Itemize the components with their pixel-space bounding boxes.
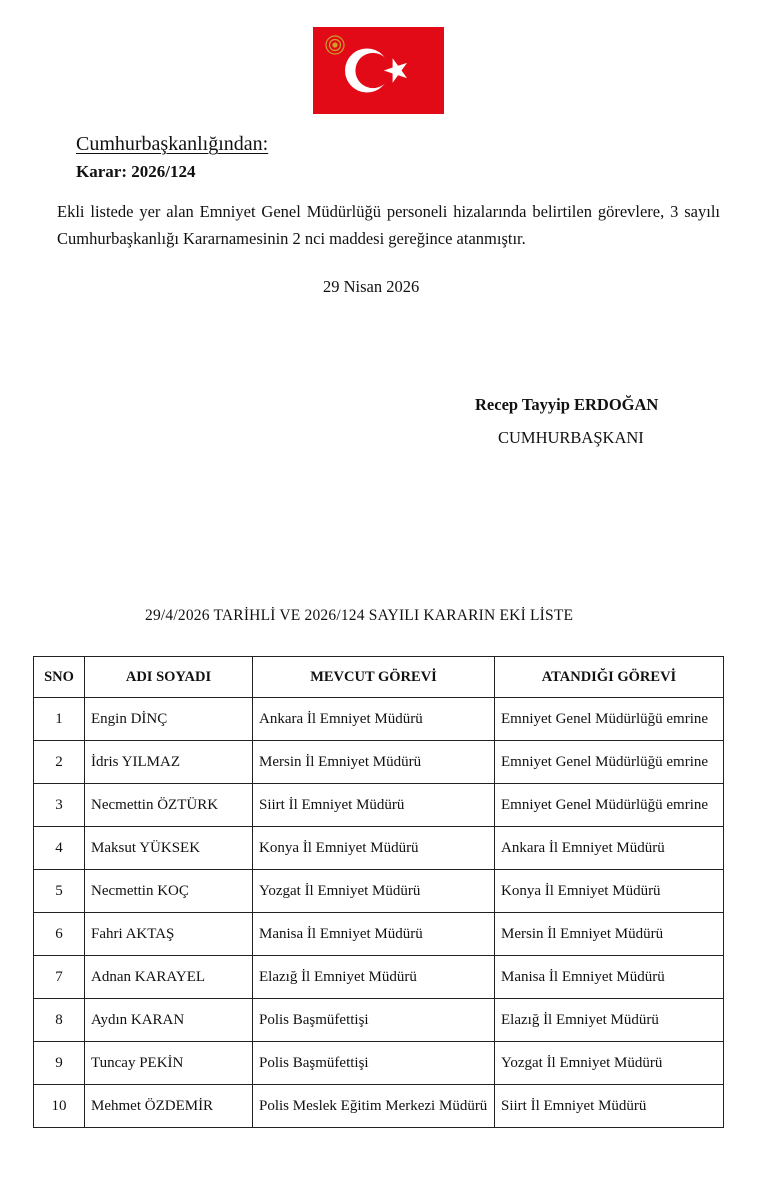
row-name: Adnan KARAYEL: [85, 956, 253, 999]
issuer-heading: Cumhurbaşkanlığından:: [76, 133, 269, 155]
row-name: Mehmet ÖZDEMİR: [85, 1085, 253, 1128]
table-row: [34, 784, 724, 827]
row-assigned-position: Manisa İl Emniyet Müdürü: [495, 956, 724, 999]
flag-graphic: [313, 27, 444, 114]
row-name: Aydın KARAN: [85, 999, 253, 1042]
row-name: Fahri AKTAŞ: [85, 913, 253, 956]
table-header-row: [34, 657, 724, 698]
table-row: [34, 913, 724, 956]
row-sno: 9: [34, 1042, 85, 1085]
row-sno: 2: [34, 741, 85, 784]
row-sno: 10: [34, 1085, 85, 1128]
row-name: Tuncay PEKİN: [85, 1042, 253, 1085]
row-assigned-position: Elazığ İl Emniyet Müdürü: [495, 999, 724, 1042]
row-current-position: Polis Başmüfettişi: [253, 999, 495, 1042]
row-current-position: Manisa İl Emniyet Müdürü: [253, 913, 495, 956]
row-assigned-position: Emniyet Genel Müdürlüğü emrine: [495, 741, 724, 784]
row-name: Maksut YÜKSEK: [85, 827, 253, 870]
row-name: Necmettin ÖZTÜRK: [85, 784, 253, 827]
row-current-position: Polis Meslek Eğitim Merkezi Müdürü: [253, 1085, 495, 1128]
row-current-position: Yozgat İl Emniyet Müdürü: [253, 870, 495, 913]
row-sno: 8: [34, 999, 85, 1042]
row-current-position: Siirt İl Emniyet Müdürü: [253, 784, 495, 827]
column-header-name: ADI SOYADI: [85, 657, 253, 698]
signatory-name: Recep Tayyip ERDOĞAN: [475, 395, 659, 414]
row-current-position: Polis Başmüfettişi: [253, 1042, 495, 1085]
table-row: [34, 999, 724, 1042]
row-current-position: Konya İl Emniyet Müdürü: [253, 827, 495, 870]
row-sno: 3: [34, 784, 85, 827]
row-name: Necmettin KOÇ: [85, 870, 253, 913]
table-row: [34, 698, 724, 741]
signatory-title: CUMHURBAŞKANI: [498, 428, 644, 447]
row-sno: 7: [34, 956, 85, 999]
row-assigned-position: Yozgat İl Emniyet Müdürü: [495, 1042, 724, 1085]
table-row: [34, 1042, 724, 1085]
turkish-flag-icon: [313, 27, 444, 114]
column-header-sno: SNO: [34, 657, 85, 698]
row-name: İdris YILMAZ: [85, 741, 253, 784]
row-assigned-position: Mersin İl Emniyet Müdürü: [495, 913, 724, 956]
row-sno: 4: [34, 827, 85, 870]
appointment-table: [33, 656, 724, 1128]
row-assigned-position: Emniyet Genel Müdürlüğü emrine: [495, 784, 724, 827]
column-header-current: MEVCUT GÖREVİ: [253, 657, 495, 698]
decree-body: Ekli listede yer alan Emniyet Genel Müdürlüğü personeli hizalarında belirtilen görevlere, 3 sayılı Cumhurbaşkanlığı Kararnamesinin 2 nci maddesi gereğince atanmıştır.: [57, 202, 720, 248]
appointment-list-title: 29/4/2026 TARİHLİ VE 2026/124 SAYILI KARARIN EKİ LİSTE: [145, 607, 574, 624]
row-current-position: Mersin İl Emniyet Müdürü: [253, 741, 495, 784]
row-assigned-position: Emniyet Genel Müdürlüğü emrine: [495, 698, 724, 741]
row-assigned-position: Siirt İl Emniyet Müdürü: [495, 1085, 724, 1128]
table-row: [34, 827, 724, 870]
column-header-assigned: ATANDIĞI GÖREVİ: [495, 657, 724, 698]
row-sno: 1: [34, 698, 85, 741]
table-row: [34, 870, 724, 913]
decree-date: 29 Nisan 2026: [323, 277, 420, 296]
table-row: [34, 1085, 724, 1128]
row-sno: 6: [34, 913, 85, 956]
row-current-position: Elazığ İl Emniyet Müdürü: [253, 956, 495, 999]
row-name: Engin DİNÇ: [85, 698, 253, 741]
row-assigned-position: Konya İl Emniyet Müdürü: [495, 870, 724, 913]
decree-number: Karar: 2026/124: [76, 162, 196, 181]
table-row: [34, 956, 724, 999]
row-sno: 5: [34, 870, 85, 913]
row-assigned-position: Ankara İl Emniyet Müdürü: [495, 827, 724, 870]
table-row: [34, 741, 724, 784]
row-current-position: Ankara İl Emniyet Müdürü: [253, 698, 495, 741]
